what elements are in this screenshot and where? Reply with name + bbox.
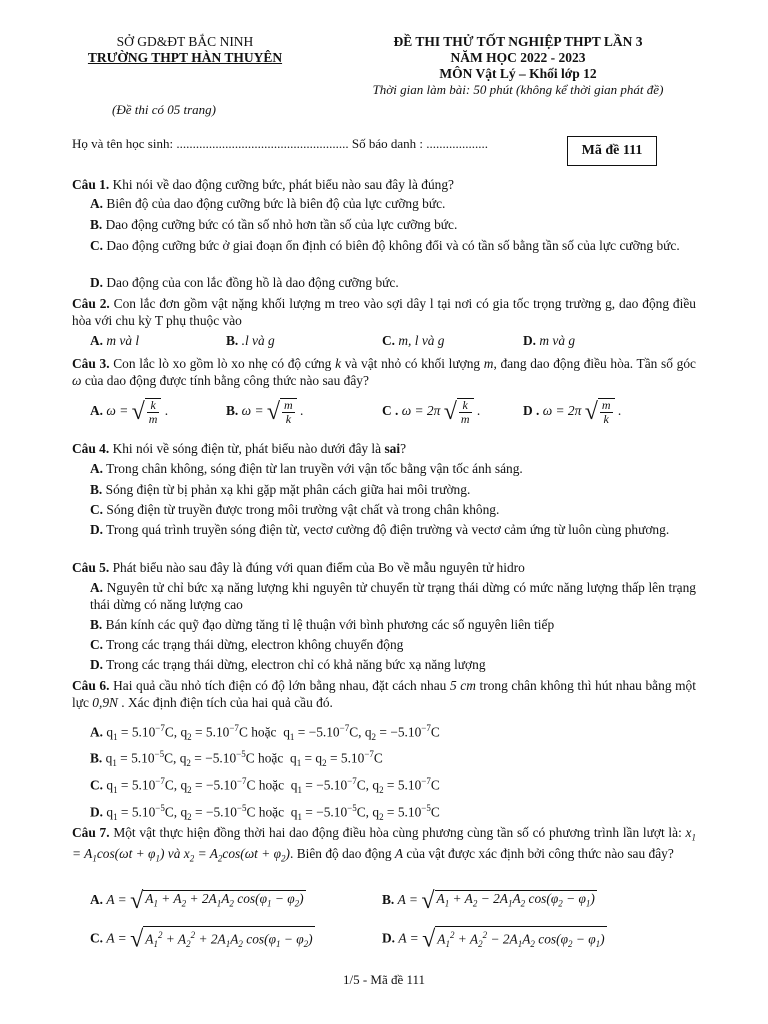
question-5: Câu 5. Phát biểu nào sau đây là đúng với quan điểm của Bo về mẫu nguyên tử hidro [72,560,525,575]
q5-option-a: A. Nguyên tử chỉ bức xạ năng lượng khi nguyên tử chuyển từ trạng thái dừng có mức năng lượng thấp lên trạng thái dừng có năng lượng cao [90,580,696,612]
question-6: Câu 6. Hai quả cầu nhỏ tích điện có độ lớn bằng nhau, đặt cách nhau 5 cm trong chân không thì hút nhau bằng một lực 0,9N . Xác định điện tích của hai quả cầu đó. [72,678,696,710]
q4-option-c: C. Sóng điện từ truyền được trong môi trường vật chất và trong chân không. [90,502,500,517]
question-2: Câu 2. Con lắc đơn gồm vật nặng khối lượng m treo vào sợi dây l tại nơi có gia tốc trọng trường g, dao động điều hòa với chu kỳ T phụ thuộc vào [72,296,696,328]
exam-title: ĐỀ THI THỬ TỐT NGHIỆP THPT LẦN 3 [393,34,643,49]
q3-option-b: B. ω = √ $\frac{m}{k}$ . [226,398,304,426]
q4-option-a: A. Trong chân không, sóng điện từ lan truyền với vận tốc bằng vận tốc ánh sáng. [90,461,523,476]
question-7: Câu 7. Một vật thực hiện đồng thời hai dao động điều hòa cùng phương cùng tần số có phương trình lần lượt là: $x_1 = A_1\cos(\omega t + \varphi_1)$ và $x_2 = A_2\cos(\omega t + \varphi_2)$. Biên độ dao động A của vật được xác định bởi công thức nào sau đây? [72,825,696,864]
q6-option-c: C. $q_1 = 5.10^{-7}C$, $q_2 = -5.10^{-7}C$ hoặc $q_1 = -5.10^{-7}C$, $q_2 = 5.10^{-7}C$ [90,776,440,796]
q7-option-b: B. A = √ $A_1 + A_2 - 2A_1A_2$ $\cos(\varphi_2 - \varphi_1)$ [382,888,595,915]
q2-option-c: C. m, l và g [382,333,445,348]
time-note: Thời gian làm bài: 50 phút (không kể thời gian phát đề) [372,82,664,97]
student-info-line: Họ và tên học sinh: ..................................................... Số báo danh : ................... [72,136,488,151]
page-footer: 1/5 - Mã đề 111 [342,972,426,987]
question-number: Câu 1. [72,177,110,192]
q6-option-d: D. $q_1 = 5.10^{-5}C$, $q_2 = -5.10^{-5}C$ hoặc $q_1 = -5.10^{-5}C$, $q_2 = 5.10^{-5}C$ [90,803,440,823]
q1-option-b: B. Dao động cưỡng bức có tần số nhỏ hơn tần số của lực cưỡng bức. [90,217,458,232]
q7-option-a: A. A = √ $A_1 + A_2 + 2A_1A_2$ $\cos(\varphi_1 - \varphi_2)$ [90,888,304,915]
q2-option-b: B. .l và g [226,333,275,348]
q6-option-a: A. $q_1 = 5.10^{-7}C$, $q_2 = 5.10^{-7}C$ hoặc $q_1 = -5.10^{-7}C$, $q_2 = -5.10^{-7}C$ [90,723,440,743]
header-left [80,34,290,66]
q5-option-d: D. Trong các trạng thái dừng, electron chỉ có khả năng bức xạ năng lượng [90,657,486,672]
q7-option-d: D. A = √ $A_1^2 + A_2^2 - 2A_1A_2$ $\cos(\varphi_2 - \varphi_1)$ [382,926,605,953]
q4-option-d: D. Trong quá trình truyền sóng điện từ, vectơ cường độ điện trường và vectơ cảm ứng từ luôn cùng phương. [90,522,670,537]
question-3: Câu 3. Con lắc lò xo gồm lò xo nhẹ có độ cứng k và vật nhỏ có khối lượng m, đang dao động điều hòa. Tần số góc ω của dao động được tính bằng công thức nào sau đây? [72,356,696,388]
q5-option-b: B. Bán kính các quỹ đạo dừng tăng tỉ lệ thuận với bình phương các số nguyên liên tiếp [90,617,555,632]
q3-option-a: A. ω = √ $\frac{k}{m}$ . [90,398,169,426]
school-name: TRƯỜNG THPT HÀN THUYÊN [87,50,283,65]
q1-option-a: A. Biên độ của dao động cưỡng bức là biên độ của lực cưỡng bức. [90,196,446,211]
q2-option-a: A. m và l [90,333,140,348]
q5-option-c: C. Trong các trạng thái dừng, electron không chuyển động [90,637,404,652]
exam-code-box: Mã đề 111 [567,136,657,166]
school-year: NĂM HỌC 2022 - 2023 [450,50,586,65]
q2-option-d: D. m và g [523,333,576,348]
q6-option-b: B. $q_1 = 5.10^{-5}C$, $q_2 = -5.10^{-5}C$ hoặc $q_1 = q_2 = 5.10^{-7}C$ [90,749,383,769]
question-4: Câu 4. Khi nói về sóng điện từ, phát biểu nào dưới đây là sai? [72,441,407,456]
q1-option-c: C. Dao động cưỡng bức ở giai đoạn ổn định có biên độ không đổi và có tần số bằng tần số của lực cưỡng bức. [90,238,680,253]
pages-note: (Đề thi có 05 trang) [112,102,216,117]
q7-option-c: C. A = √ $A_1^2 + A_2^2 + 2A_1A_2$ $\cos(\varphi_1 - \varphi_2)$ [90,926,313,953]
question-text: Khi nói về dao động cưỡng bức, phát biểu nào sau đây là đúng? [109,177,454,192]
question-1 [72,177,696,194]
department-name: SỞ GD&ĐT BẮC NINH [116,34,254,49]
q3-option-c: C . ω = 2π √ $\frac{k}{m}$ . [382,398,481,426]
q1-option-d: D. Dao động của con lắc đồng hồ là dao động cưỡng bức. [90,275,399,290]
header-right [338,34,698,98]
q4-option-b: B. Sóng điện từ bị phản xạ khi gặp mặt phân cách giữa hai môi trường. [90,482,471,497]
subject-line: MÔN Vật Lý – Khối lớp 12 [439,66,597,81]
q3-option-d: D . ω = 2π √ $\frac{m}{k}$ . [523,398,622,426]
